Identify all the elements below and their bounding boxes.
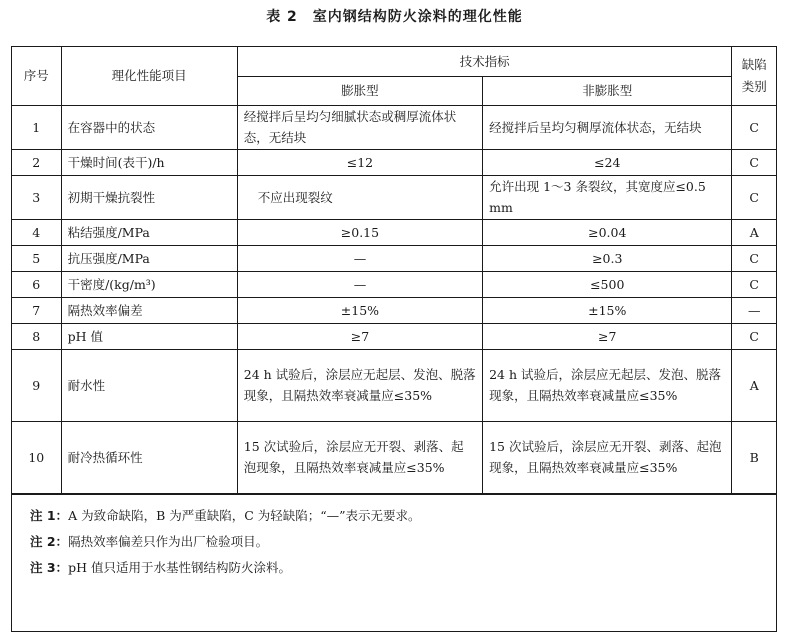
row-nonexpand: ≤24 bbox=[483, 149, 732, 175]
row-number: 1 bbox=[12, 105, 61, 149]
row-defect: A bbox=[732, 349, 776, 421]
row-nonexpand: 经搅拌后呈均匀稠厚流体状态，无结块 bbox=[483, 105, 732, 149]
row-expand: ±15% bbox=[237, 297, 482, 323]
table-row bbox=[12, 149, 776, 175]
row-item: 在容器中的状态 bbox=[61, 105, 237, 149]
header-defect: 缺陷类别 bbox=[732, 47, 776, 105]
row-nonexpand: 15 次试验后，涂层应无开裂、剥落、起泡现象，且隔热效率衰减量应≤35% bbox=[483, 421, 732, 493]
table-row bbox=[12, 297, 776, 323]
row-defect: A bbox=[732, 219, 776, 245]
row-item: 耐水性 bbox=[61, 349, 237, 421]
note-text: pH 值只适用于水基性钢结构防火涂料。 bbox=[68, 559, 291, 575]
note-text: A 为致命缺陷，B 为严重缺陷，C 为轻缺陷；“—”表示无要求。 bbox=[68, 507, 421, 523]
header-nonexpand: 非膨胀型 bbox=[483, 76, 732, 105]
row-nonexpand: ≥0.3 bbox=[483, 245, 732, 271]
row-defect: — bbox=[732, 297, 776, 323]
notes-section bbox=[12, 494, 776, 581]
row-number: 10 bbox=[12, 421, 61, 493]
note-item bbox=[30, 555, 760, 581]
row-defect: C bbox=[732, 149, 776, 175]
row-item: pH 值 bbox=[61, 323, 237, 349]
row-expand: 不应出现裂纹 bbox=[237, 175, 482, 219]
header-seq: 序号 bbox=[12, 47, 61, 105]
row-item: 耐冷热循环性 bbox=[61, 421, 237, 493]
row-defect: C bbox=[732, 245, 776, 271]
row-number: 5 bbox=[12, 245, 61, 271]
row-number: 2 bbox=[12, 149, 61, 175]
table-row bbox=[12, 245, 776, 271]
table-row bbox=[12, 349, 776, 421]
row-defect: C bbox=[732, 271, 776, 297]
row-number: 9 bbox=[12, 349, 61, 421]
note-item bbox=[30, 503, 760, 529]
note-text: 隔热效率偏差只作为出厂检验项目。 bbox=[68, 533, 269, 549]
row-expand: 经搅拌后呈均匀细腻状态或稠厚流体状态，无结块 bbox=[237, 105, 482, 149]
table-row bbox=[12, 175, 776, 219]
row-item: 干燥时间(表干)/h bbox=[61, 149, 237, 175]
row-nonexpand: ±15% bbox=[483, 297, 732, 323]
row-nonexpand: ≥7 bbox=[483, 323, 732, 349]
table-row bbox=[12, 219, 776, 245]
properties-table bbox=[12, 47, 776, 494]
table-row bbox=[12, 421, 776, 493]
note-label: 注 1： bbox=[30, 507, 69, 523]
row-nonexpand: ≥0.04 bbox=[483, 219, 732, 245]
row-expand: ≥0.15 bbox=[237, 219, 482, 245]
row-expand: ≤12 bbox=[237, 149, 482, 175]
row-item: 初期干燥抗裂性 bbox=[61, 175, 237, 219]
table-row bbox=[12, 271, 776, 297]
note-label: 注 2： bbox=[30, 533, 69, 549]
row-expand: ≥7 bbox=[237, 323, 482, 349]
row-number: 4 bbox=[12, 219, 61, 245]
row-defect: C bbox=[732, 175, 776, 219]
row-nonexpand: ≤500 bbox=[483, 271, 732, 297]
row-item: 干密度/(kg/m³) bbox=[61, 271, 237, 297]
row-nonexpand: 24 h 试验后，涂层应无起层、发泡、脱落现象，且隔热效率衰减量应≤35% bbox=[483, 349, 732, 421]
row-item: 隔热效率偏差 bbox=[61, 297, 237, 323]
table-title: 表 2 室内钢结构防火涂料的理化性能 bbox=[266, 9, 523, 25]
row-expand: — bbox=[237, 271, 482, 297]
table-row bbox=[12, 105, 776, 149]
row-number: 7 bbox=[12, 297, 61, 323]
row-item: 粘结强度/MPa bbox=[61, 219, 237, 245]
row-expand: 24 h 试验后，涂层应无起层、发泡、脱落现象，且隔热效率衰减量应≤35% bbox=[237, 349, 482, 421]
row-number: 3 bbox=[12, 175, 61, 219]
row-expand: — bbox=[237, 245, 482, 271]
header-tech: 技术指标 bbox=[237, 47, 732, 76]
header-item: 理化性能项目 bbox=[61, 47, 237, 105]
row-defect: C bbox=[732, 323, 776, 349]
row-expand: 15 次试验后，涂层应无开裂、剥落、起泡现象，且隔热效率衰减量应≤35% bbox=[237, 421, 482, 493]
note-label: 注 3： bbox=[30, 559, 69, 575]
header-expand: 膨胀型 bbox=[237, 76, 482, 105]
row-defect: B bbox=[732, 421, 776, 493]
table-frame bbox=[11, 46, 777, 632]
row-number: 6 bbox=[12, 271, 61, 297]
row-number: 8 bbox=[12, 323, 61, 349]
row-defect: C bbox=[732, 105, 776, 149]
table-row bbox=[12, 323, 776, 349]
note-item bbox=[30, 529, 760, 555]
row-nonexpand: 允许出现 1～3 条裂纹，其宽度应≤0.5 mm bbox=[483, 175, 732, 219]
row-item: 抗压强度/MPa bbox=[61, 245, 237, 271]
header-row-1 bbox=[12, 47, 776, 76]
